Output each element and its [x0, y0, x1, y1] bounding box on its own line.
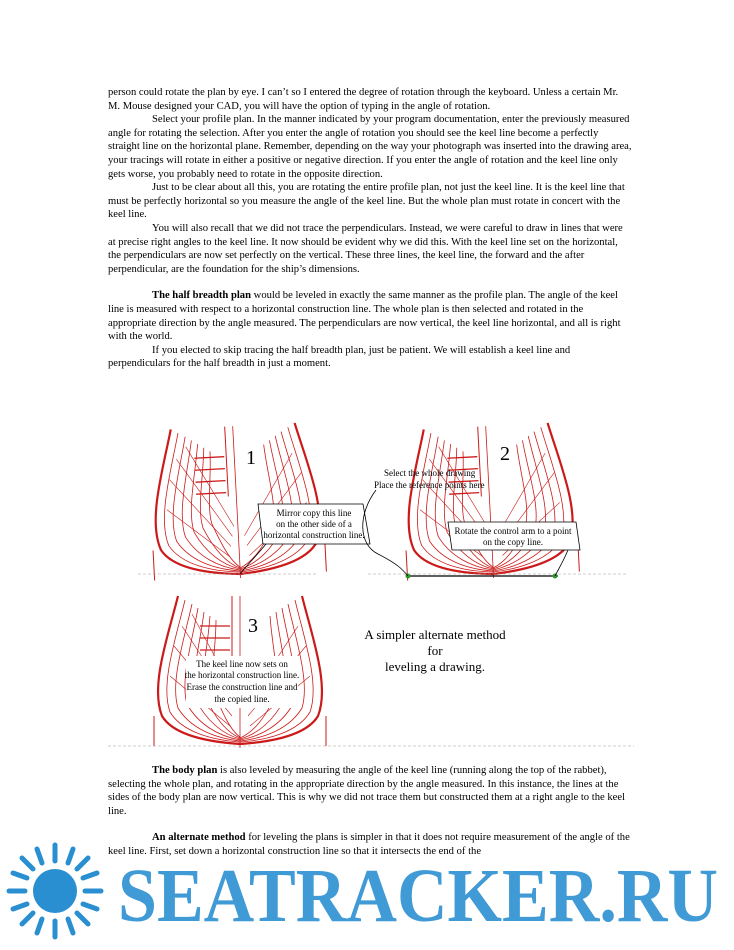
callout-3-line: the copied line. [214, 694, 270, 704]
callout-3 [185, 656, 299, 708]
callout-2-bottom-line: Rotate the control arm to a point [454, 526, 572, 536]
paragraph: If you elected to skip tracing the half breadth plan, just be patient. We will establish a keel line and perpendiculars for the half breadth in just a moment. [108, 344, 571, 370]
figure-svg [108, 404, 634, 760]
sun-logo-icon [9, 845, 101, 937]
watermark [0, 833, 734, 945]
paragraph [108, 289, 632, 343]
step-number-1: 1 [246, 447, 256, 469]
paragraph-lead: The half breadth plan [152, 290, 252, 302]
paragraph-body: is also leveled by measuring the angle of the keel line (running along the top of the rabbet), selecting the whole plan, and rotating in the appropriate direction by the angle measured. In this instance, the lines at the sides of the body plan are now vertical. This is why we did not trace them but constructed them at a right angle to the keel line. [108, 765, 625, 817]
step-number-3: 3 [248, 615, 258, 637]
callout-3-line: the horizontal construction line. [184, 670, 300, 680]
paragraph-lead: The body plan [152, 765, 218, 776]
callout-1 [240, 504, 370, 574]
paragraph: You will also recall that we did not trace the perpendiculars. Instead, we were careful to draw in lines that were at precise right angles to the keel line. It now should be evident why we did this. With the keel line set on the horizontal, the perpendiculars are now set perfectly on the vertical. These three lines, the keel line, the forward and the after perpendicular, are the foundation for the ship’s dimensions. [108, 222, 623, 275]
callout-3-line: Erase the construction line and [186, 682, 298, 692]
watermark-svg [0, 833, 734, 945]
hull-drawing-2 [368, 422, 628, 583]
caption-line: for [427, 643, 443, 658]
callout-1-line: Mirror copy this line [276, 508, 352, 518]
paragraph: Select your profile plan. In the manner indicated by your program documentation, enter the previously measured angle for rotating the selection. After you enter the angle of rotation you should see the keel line become a perfectly straight line on the horizontal plane. Remember, depending on the way your photograph was inserted into the drawing area, your tracings will rotate in either a positive or negative direction. If you enter the angle of rotation and the keel line only gets worse, you probably need to rotate in the opposite direction. [108, 114, 632, 180]
step-number-2: 2 [500, 443, 510, 465]
paragraph-body: for leveling the plans is simpler in that it does not require measurement of the angle of the keel line. First, set down a horizontal construction line so that it intersects the end of the [108, 832, 630, 857]
leveling-figure [108, 404, 634, 760]
paragraph-lead: An alternate method [152, 832, 246, 844]
paragraph-body: would be leveled in exactly the same manner as the profile plan. The angle of the keel line is measured with respect to a horizontal construction line. The whole plan is then selected and rotated in the appropriate direction by the angle measured. The perpendiculars are now vertical, the keel line horizontal, and all is right with the world. [108, 290, 621, 343]
callout-2-top-line: Place the reference points here [374, 480, 485, 490]
paragraph [108, 764, 632, 818]
callout-3-line: The keel line now sets on [196, 659, 288, 669]
callout-1-line: horizontal construction line. [263, 530, 365, 540]
figure-caption [364, 627, 506, 674]
watermark-text: SEATRACKER.RU [118, 854, 718, 938]
paragraph: person could rotate the plan by eye. I can’t so I entered the degree of rotation through the keyboard. Unless a certain Mr. M. Mouse designed your CAD, you will have the option of typing in the angle of rotation. [108, 87, 619, 112]
paragraph: Just to be clear about all this, you are rotating the entire profile plan, not just the keel line. It is the keel line that must be perfectly horizontal so you measure the angle of the keel line. But the whole plan must rotate in concert with the keel line. [108, 182, 625, 221]
text-block-top [108, 86, 632, 371]
hull-drawing-1 [138, 422, 327, 583]
callout-1-line: on the other side of a [276, 519, 352, 529]
caption-line: A simpler alternate method [364, 627, 506, 642]
callout-2-top-line: Select the whole drawing [384, 468, 476, 478]
callout-2-bottom-line: on the copy line. [483, 537, 543, 547]
caption-line: leveling a drawing. [385, 659, 485, 674]
